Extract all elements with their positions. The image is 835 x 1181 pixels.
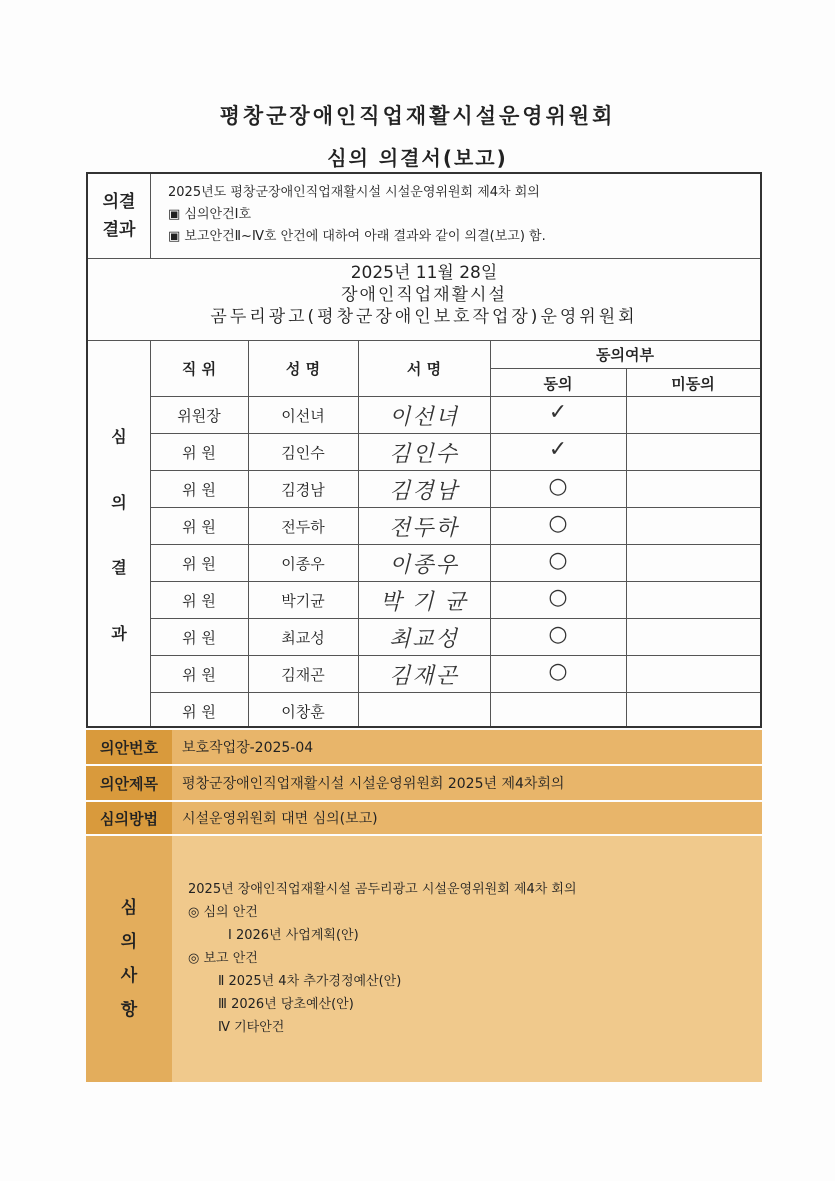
member-name: 최교성: [281, 629, 325, 647]
member-position: 위원장: [177, 407, 221, 425]
member-name: 박기균: [281, 592, 325, 610]
agree-mark: ○: [548, 622, 568, 647]
member-signature: 김재곤: [389, 664, 459, 689]
date-block: [88, 262, 760, 328]
agenda-number-label: 의안번호: [86, 730, 172, 764]
member-position: 위 원: [182, 555, 216, 573]
result-label-line1: 의결: [102, 192, 136, 212]
detail-label-char: 항: [120, 1000, 138, 1020]
result-line: ▣ 심의안건Ⅰ호: [168, 207, 252, 222]
doc-title: 평창군장애인직업재활시설운영위원회: [219, 104, 616, 128]
vote-side-label: [88, 342, 150, 726]
member-position: 위 원: [182, 481, 216, 499]
member-name: 김재곤: [281, 666, 325, 684]
detail-line: ◎ 심의 안건: [188, 905, 258, 920]
member-name: 이창훈: [281, 703, 325, 721]
header-disagree: 미동의: [671, 375, 715, 393]
member-name: 이선녀: [281, 407, 325, 425]
detail-label: [86, 836, 172, 1082]
member-name: 전두하: [281, 518, 325, 536]
member-position: 위 원: [182, 518, 216, 536]
detail-line: Ⅰ 2026년 사업계획(안): [228, 928, 359, 943]
member-name: 김경남: [281, 481, 325, 499]
member-signature: 이선녀: [389, 405, 459, 430]
method-value: 시설운영위원회 대면 심의(보고): [182, 811, 378, 827]
header-consent: 동의여부: [596, 346, 654, 364]
agree-mark: ○: [548, 474, 568, 499]
result-label: [88, 174, 150, 258]
member-signature: 이종우: [389, 553, 459, 578]
agree-mark: ○: [548, 511, 568, 536]
detail-section: [86, 836, 762, 1082]
member-position: 위 원: [182, 592, 216, 610]
agree-mark: ✓: [548, 400, 568, 425]
agenda-number-value: 보호작업장-2025-04: [182, 740, 314, 756]
member-name: 이종우: [281, 555, 325, 573]
header-name: 성 명: [285, 360, 321, 378]
detail-label-char: 심: [120, 898, 138, 918]
resolution-table: [86, 172, 762, 728]
member-signature: 김인수: [389, 442, 459, 467]
agree-mark: ✓: [548, 437, 568, 462]
member-position: 위 원: [182, 703, 216, 721]
detail-line: ◎ 보고 안건: [188, 951, 258, 966]
detail-line: 2025년 장애인직업재활시설 곰두리광고 시설운영위원회 제4차 회의: [188, 882, 577, 897]
detail-line: Ⅳ 기타안건: [218, 1020, 285, 1035]
agree-mark: ○: [548, 548, 568, 573]
agenda-title-row: [86, 766, 762, 800]
header-agree: 동의: [543, 375, 573, 393]
agenda-title-label: 의안제목: [86, 766, 172, 800]
method-row: [86, 802, 762, 834]
side-char: 의: [111, 492, 127, 512]
detail-label-char: 의: [120, 932, 138, 952]
agenda-title-value: 평창군장애인직업재활시설 시설운영위원회 2025년 제4차회의: [182, 776, 565, 792]
result-text: [168, 182, 546, 248]
agenda-number-row: [86, 730, 762, 764]
member-signature: 최교성: [389, 627, 459, 652]
member-signature: 김경남: [389, 479, 459, 504]
header-signature: 서 명: [406, 360, 442, 378]
agree-mark: ○: [548, 585, 568, 610]
result-label-line2: 결과: [102, 220, 136, 240]
side-char: 과: [111, 623, 127, 643]
org-name: 장애인직업재활시설: [341, 285, 507, 305]
header-position: 직 위: [181, 360, 217, 378]
detail-line: Ⅲ 2026년 당초예산(안): [218, 997, 354, 1012]
member-position: 위 원: [182, 666, 216, 684]
detail-line: Ⅱ 2025년 4차 추가경정예산(안): [218, 974, 402, 989]
detail-body: [188, 878, 577, 1039]
side-char: 심: [111, 427, 127, 447]
member-signature: 박 기 균: [380, 590, 468, 615]
detail-label-char: 사: [120, 966, 138, 986]
meeting-date: 2025년 11월 28일: [350, 263, 498, 283]
result-line: ▣ 보고안건Ⅱ~Ⅳ호 안건에 대하여 아래 결과와 같이 의결(보고) 함.: [168, 229, 546, 244]
member-position: 위 원: [182, 444, 216, 462]
result-line: 2025년도 평창군장애인직업재활시설 시설운영위원회 제4차 회의: [168, 185, 540, 200]
agree-mark: ○: [548, 659, 568, 684]
member-position: 위 원: [182, 629, 216, 647]
member-name: 김인수: [281, 444, 325, 462]
doc-subtitle: 심의 의결서(보고): [327, 146, 508, 170]
committee-name: 곰두리광고(평창군장애인보호작업장)운영위원회: [210, 307, 638, 327]
method-label: 심의방법: [86, 802, 172, 834]
member-signature: 전두하: [389, 516, 459, 541]
side-char: 결: [111, 558, 127, 578]
